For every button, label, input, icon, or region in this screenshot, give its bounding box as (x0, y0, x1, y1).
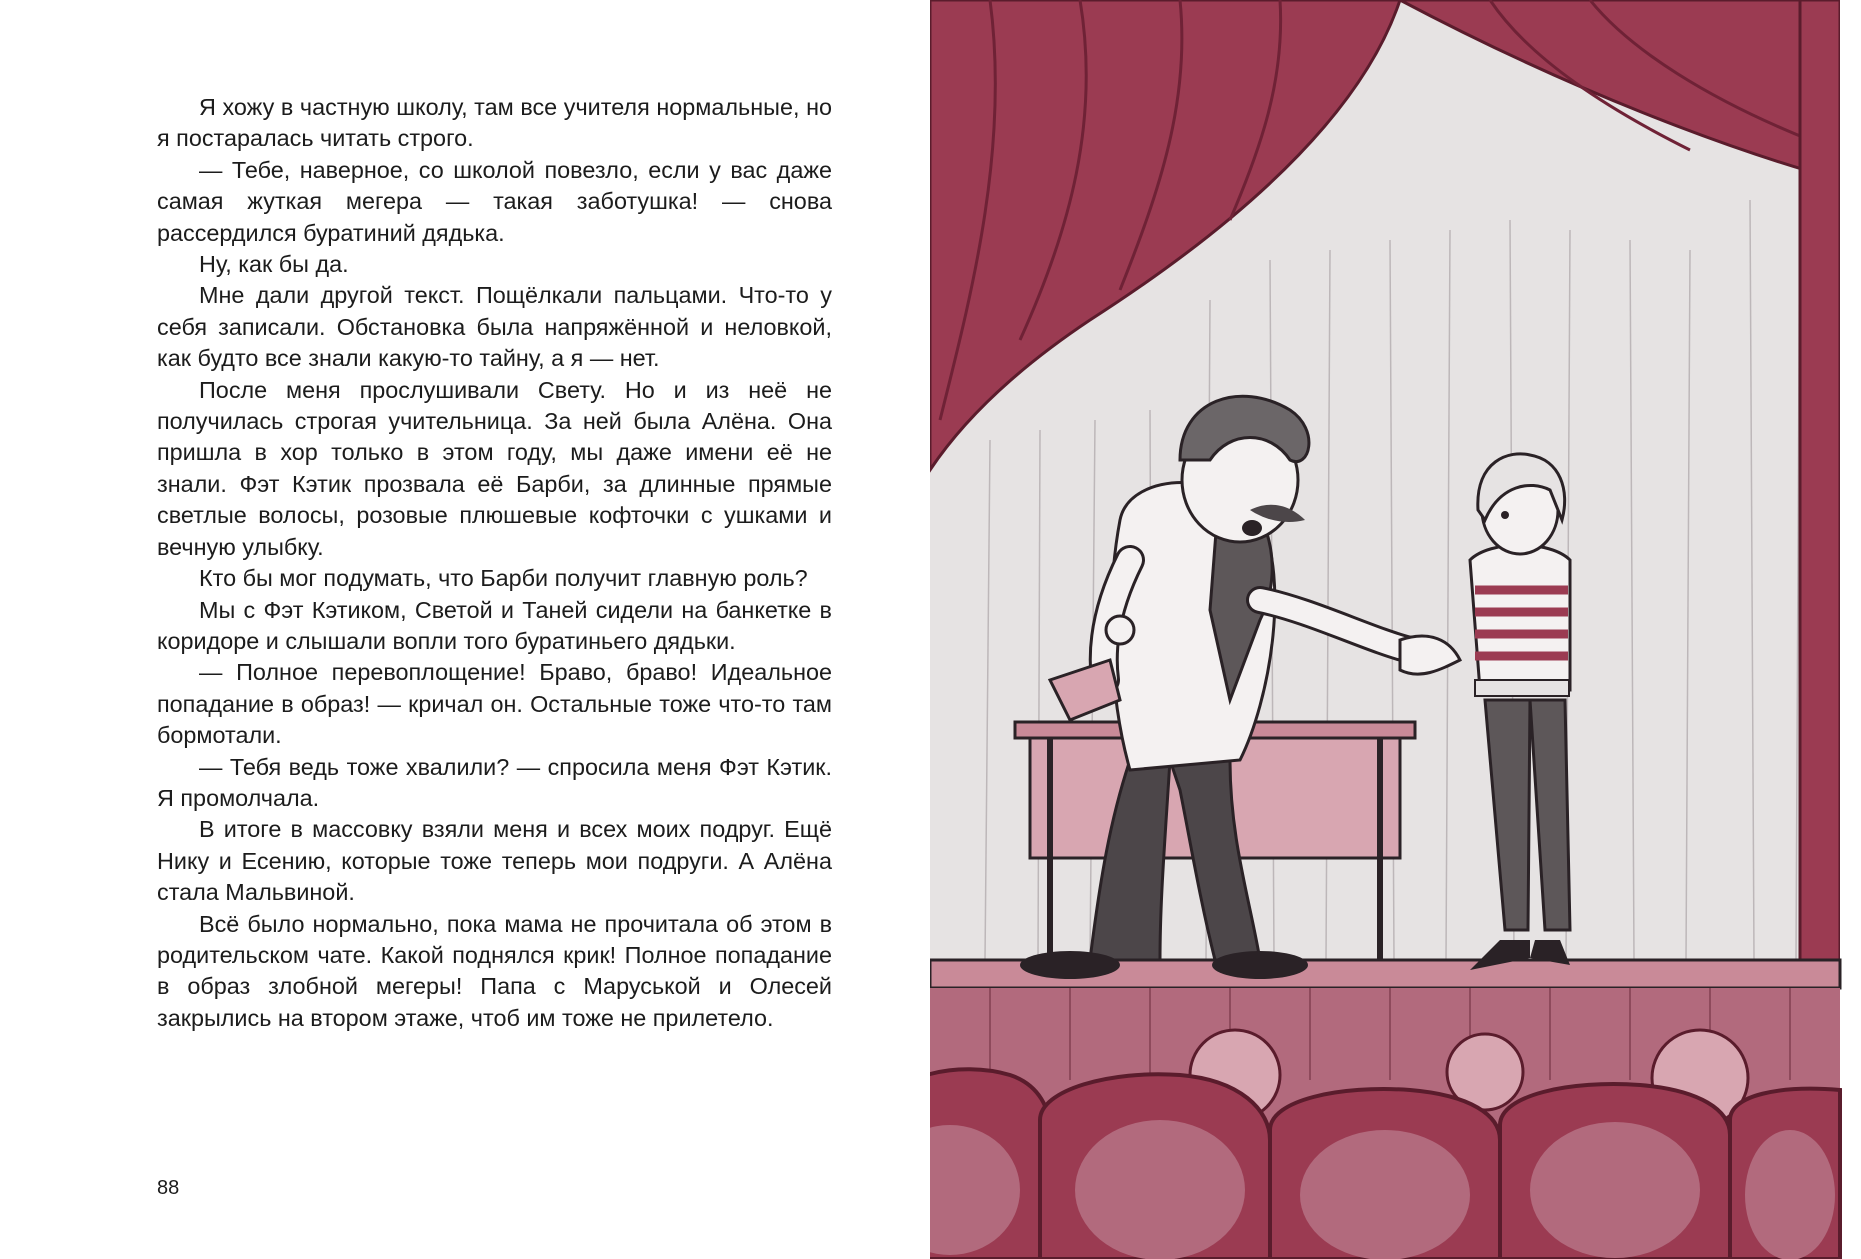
paragraph: — Тебе, наверное, со школой повезло, если у вас даже самая жуткая мегера — такая заботушка! — снова рассердился буратиний дядька. (157, 156, 832, 246)
theatre-stage-illustration (930, 0, 1861, 1259)
right-curtain-edge (1800, 0, 1840, 980)
page-white-margin (1840, 0, 1861, 1259)
body-text (157, 92, 832, 1034)
paragraph: Я хожу в частную школу, там все учителя нормальные, но я постаралась читать строго. (157, 94, 832, 152)
paragraph: — Полное перевоплощение! Браво, браво! Идеальное попадание в образ! — кричал он. Остальные тоже что-то там бормотали. (157, 659, 832, 749)
paragraph: Всё было нормально, пока мама не прочитала об этом в родительском чате. Какой поднялся крик! Полное попадание в образ злобной мегеры! Папа с Маруськой и Олесей закрылись на втором этаже, чтоб им тоже не прилетело. (157, 910, 832, 1031)
paragraph: Ну, как бы да. (199, 251, 349, 278)
paragraph: Кто бы мог подумать, что Барби получит главную роль? (199, 565, 808, 592)
paragraph: Мы с Фэт Кэтиком, Светой и Таней сидели на банкетке в коридоре и слышали вопли того буратиньего дядьки. (157, 596, 832, 654)
paragraph: В итоге в массовку взяли меня и всех моих подруг. Ещё Нику и Есению, которые тоже теперь мои подруги. А Алёна стала Мальвиной. (157, 816, 832, 906)
paragraph: После меня прослушивали Свету. Но и из неё не получилась строгая учительница. За ней была Алёна. Она пришла в хор только в этом году, мы даже имени её не знали. Фэт Кэтик прозвала её Барби, за длинные прямые светлые волосы, розовые плюшевые кофточки с ушками и вечную улыбку. (157, 376, 832, 560)
paragraph: Мне дали другой текст. Пощёлкали пальцами. Что-то у себя записали. Обстановка была напряжённой и неловкой, как будто все знали какую-то тайну, а я — нет. (157, 282, 832, 372)
text-page (0, 0, 930, 1259)
paragraph: — Тебя ведь тоже хвалили? — спросила меня Фэт Кэтик. Я промолчала. (157, 753, 832, 811)
page-number: 88 (157, 1177, 180, 1199)
